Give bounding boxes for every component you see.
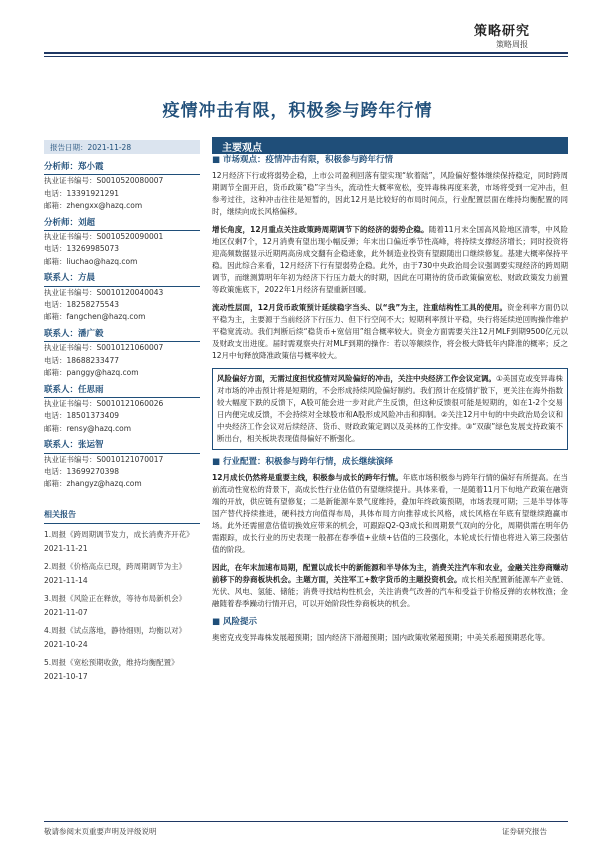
contact-cert: 执业证书编号：S0010120040043 xyxy=(44,287,164,297)
paragraph-body: ①美国克或变异毒株对市场的冲击预计将是短期的，不会形成持续风险偏好制约。我们预计在疫情扩散下，更关注在海外指数较大幅度下跌的反馈下，A股可能会进一步对此产生反馈，但这种反馈很可能是短期的，如在1-2个交易日内便完成反馈，不会持续对全球股市和A股形成风险冲击和抑制。②关注12月中旬的中央政治局会议和中央经济工作会议对后续经济、货币、财政政策定调以及美林的工作安排。③“双碳”绿色发展支持政策不断出台，相关板块表现值得偏好不断强化。 xyxy=(217,374,563,443)
footer-rule xyxy=(44,821,568,822)
analyst-block xyxy=(44,161,200,213)
paragraph-body: 年底市场积极参与跨年行情的偏好有所提高。在当前流动性宽松的背景下，高成长性行业估值仍有望继续提升。具体来看，一是随着11月下旬地产政策在融资端的开放，供应链有望修复；二是新能源车景气度维持，叠加年终政策预期，市场表现可期；三是半导体等国产替代持续推进，硬科技方向值得布局，具体布局方向推荐成长风格，成长风格在年底有望继续跑赢市场。此外还需留意估值切换效应带来的机会，可跟踪Q2-Q3成长和周期景气双向的分化，周期供需在明年仍需跟踪，成长行业的历史表现一般都在春季值+业绩+估值的三段强化，本轮成长行情也将进入第三段强估值的阶段。 xyxy=(212,473,569,554)
paragraph-lead: 因此，在年末加速布局期，配置以成长中的新能源和半导体为主，消费关注汽车和农业，金融关注券商赚动前移下的券商板块机会。主题方面，关注军工+数字货币的主题投资机会。 xyxy=(212,563,568,584)
paragraph-allocation xyxy=(212,562,568,610)
paragraph-body: 资金利率方面仍以平稳为主，主要源于当前经济下行压力、但下行空间不大；短期利率预计平稳，央行将延续逆回购操作维护平稳宽流动。我们判断后续“稳货币+宽信用”组合概率较大。资金方面需要关注12月MLF到期9500亿元以及财政支出进度。届时需观察央行对MLF到期的操作：若以等额续作，将会极大降低年内降准的概率；反之12月中旬释放降准政策信号概率较大。 xyxy=(212,303,569,360)
main-content xyxy=(212,152,568,650)
analyst-phone: 电话：13269985073 xyxy=(44,244,119,254)
contact-phone: 电话：18688233477 xyxy=(44,355,119,365)
analyst-cert: 执业证书编号：S0010520080007 xyxy=(44,176,164,186)
square-bullet-icon: ■ xyxy=(212,457,221,467)
analyst-email[interactable]: 邮箱：zhengxx@hazq.com xyxy=(44,201,143,211)
contact-phone: 电话：13699270398 xyxy=(44,466,119,476)
analyst-heading: 分析师：刘超 xyxy=(44,217,200,231)
contact-phone: 电话：18501373409 xyxy=(44,411,119,421)
related-report-item[interactable]: 1.周报《跨周期调节发力，成长消费齐开花》 2021-11-21 xyxy=(44,530,194,554)
report-date: 报告日期：2021-11-28 xyxy=(44,140,200,154)
contact-block xyxy=(44,384,200,436)
contact-email[interactable]: 邮箱：rensy@hazq.com xyxy=(44,423,132,433)
contact-cert: 执业证书编号：S0010121060007 xyxy=(44,343,164,353)
risk-heading-text: 风险提示 xyxy=(223,617,258,627)
paragraph-summary: 12月经济下行或将弱势企稳，上市公司盈利回落有望实现“软着陆”，风险偏好整体继续保持稳定，同时跨周期调节全面开启，货币政策“稳”字当头，流动性大概率宽松，变异毒株再度来袭，市场将受到一定冲击，但参考过往，这种冲击往往是短暂的，因此12月是比较好的布局时间点，行业配置层面在维持均衡配置的同时，继续向成长风格偏移。 xyxy=(212,171,568,216)
paragraph-risk-appetite xyxy=(212,368,568,450)
contact-block xyxy=(44,439,200,491)
paragraph-growth xyxy=(212,224,568,296)
paragraph-body: 随着11月末全国高风险地区清零，中风险地区仅剩7个，12月消费有望出现小幅反弹；年末出口偏近季节性高峰，将持续支撑经济增长；同时投资将迎高频数据显示近期两高房成交翻有企稳迹象，此外制造业投资有望跟随出口继续修复。基建大概率保持平稳。因此综合来看，12月经济下行有望弱势企稳。此外，由于730中央政治局会议强调要实现经济的跨周期调节，而继测算明年年初为经济下行压力最大的时期，因此在可期待的货币政策偏宽松、财政政策发力前置等政策施底下，2022年1月经济有望重新回暖。 xyxy=(212,225,569,294)
analyst-cert: 执业证书编号：S0010520090001 xyxy=(44,232,164,242)
header-rule-thick xyxy=(44,52,568,54)
related-report-item[interactable]: 3.周报《风险正在释放，等待布局新机会》 2021-11-07 xyxy=(44,594,187,618)
industry-heading xyxy=(212,456,568,468)
contact-cert: 执业证书编号：S0010121070017 xyxy=(44,454,164,464)
related-report-item[interactable]: 4.周报《试点落地，静待细则，均衡以对》 2021-10-24 xyxy=(44,626,187,650)
analyst-column xyxy=(44,161,200,688)
paragraph-lead: 流动性层面，12月货币政策预计延续稳字当头、以“我”为主，注重结构性工具的使用。 xyxy=(212,303,508,312)
contact-cert: 执业证书编号：S0010121060026 xyxy=(44,398,164,408)
footer-label: 证券研究报告 xyxy=(502,827,547,836)
header-rule-thin xyxy=(44,56,568,57)
header-subtitle: 策略周报 xyxy=(496,40,528,49)
contact-email[interactable]: 邮箱：fangchen@hazq.com xyxy=(44,312,146,322)
contact-heading: 联系人：方晨 xyxy=(44,272,200,286)
paragraph-lead: 12月成长仍然将是重要主线，积极参与成长的跨年行情。 xyxy=(212,473,403,482)
paragraph-liquidity xyxy=(212,302,568,362)
summary-heading: 主要观点 xyxy=(212,137,568,154)
report-main-title: 疫情冲击有限，积极参与跨年行情 xyxy=(162,101,433,121)
footer-disclaimer[interactable]: 敬请参阅末页重要声明及评级说明 xyxy=(44,827,157,836)
contact-heading: 联系人：任思雨 xyxy=(44,384,200,398)
paragraph-body: 成长相关配置新能源车产业链、光伏、风电、氢能、储能；消费寻找结构性机会，关注消费气改善的汽车和受益于价格反弹的农林牧渔；金融随着春季躁动行情开启，可以开始阶段性券商板块的机会。 xyxy=(212,575,568,608)
paragraph-lead: 增长角度，12月重点关注政策跨周期调节下的经济的弱势企稳。 xyxy=(212,225,429,234)
contact-heading: 联系人：张运智 xyxy=(44,439,200,453)
analyst-phone: 电话：13391921291 xyxy=(44,188,119,198)
market-view-heading-text: 市场观点：疫情冲击有限，积极参与跨年行情 xyxy=(223,155,394,165)
paragraph-growth-theme xyxy=(212,472,568,556)
contact-block xyxy=(44,328,200,380)
contact-email[interactable]: 邮箱：panggy@hazq.com xyxy=(44,368,139,378)
paragraph-lead: 风险偏好方面，无需过度担忧疫情对风险偏好的冲击，关注中央经济工作会议定调。 xyxy=(217,374,496,383)
square-bullet-icon: ■ xyxy=(212,155,221,165)
contact-email[interactable]: 邮箱：zhangyz@hazq.com xyxy=(44,479,142,489)
contact-block xyxy=(44,272,200,324)
contact-phone: 电话：18258275543 xyxy=(44,300,119,310)
paragraph-risk: 奥密克戎变异毒株发展超预期；国内经济下滑超预期；国内政策收紧超预期；中美关系超预期恶化等。 xyxy=(212,633,550,642)
analyst-email[interactable]: 邮箱：liuchao@hazq.com xyxy=(44,256,138,266)
related-report-item[interactable]: 5.周报《宽松预期收敛，维持均衡配置》 2021-10-17 xyxy=(44,658,179,682)
related-report-item[interactable]: 2.周报《价格高点已现，跨周期调节为主》 2021-11-14 xyxy=(44,562,187,586)
market-view-heading xyxy=(212,154,568,166)
analyst-heading: 分析师：郑小霞 xyxy=(44,161,200,175)
risk-heading xyxy=(212,616,568,628)
related-reports-heading: 相关报告 xyxy=(44,509,200,524)
industry-heading-text: 行业配置：积极参与跨年行情，成长继续演绎 xyxy=(223,457,394,467)
analyst-block xyxy=(44,217,200,269)
square-bullet-icon: ■ xyxy=(212,617,221,627)
contact-heading: 联系人：潘广毅 xyxy=(44,328,200,342)
header-title: 策略研究 xyxy=(474,24,531,39)
